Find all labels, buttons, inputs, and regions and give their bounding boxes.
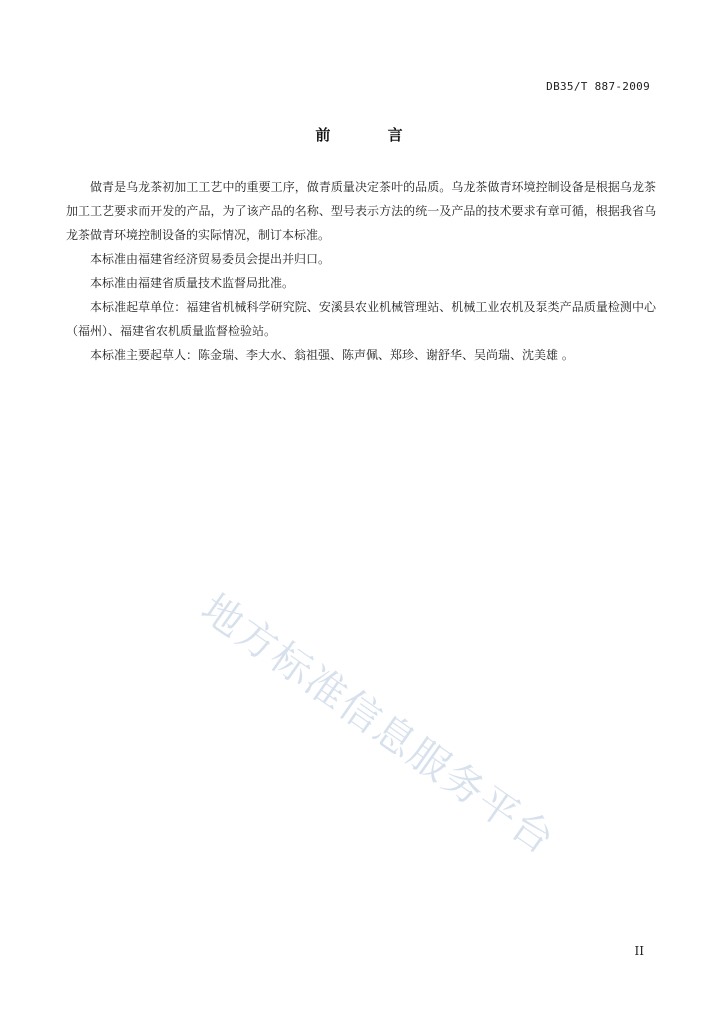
- watermark: 地方标准信息服务平台: [192, 585, 564, 865]
- foreword-body: [66, 175, 656, 367]
- paragraph-drafting-units: 本标准起草单位：福建省机械科学研究院、安溪县农业机械管理站、机械工业农机及泵类产品质量检测中心（福州）、福建省农机质量监督检验站。: [66, 300, 656, 338]
- paragraph-drafters: 本标准主要起草人：陈金瑞、李大水、翁祖强、陈声佩、郑珍、谢舒华、吴尚瑞、沈美雄 。: [90, 348, 574, 362]
- page-number: II: [634, 944, 644, 958]
- document-code: DB35/T 887-2009: [546, 80, 650, 93]
- paragraph-approved-by: 本标准由福建省质量技术监督局批准。: [90, 276, 295, 290]
- paragraph-proposed-by: 本标准由福建省经济贸易委员会提出并归口。: [90, 252, 331, 266]
- section-title: 前 言: [315, 126, 429, 144]
- paragraph-intro: 做青是乌龙茶初加工工艺中的重要工序，做青质量决定茶叶的品质。乌龙茶做青环境控制设备是根据乌龙茶加工工艺要求而开发的产品，为了该产品的名称、型号表示方法的统一及产品的技术要求有章可循，根据我省乌龙茶做青环境控制设备的实际情况，制订本标准。: [66, 180, 656, 242]
